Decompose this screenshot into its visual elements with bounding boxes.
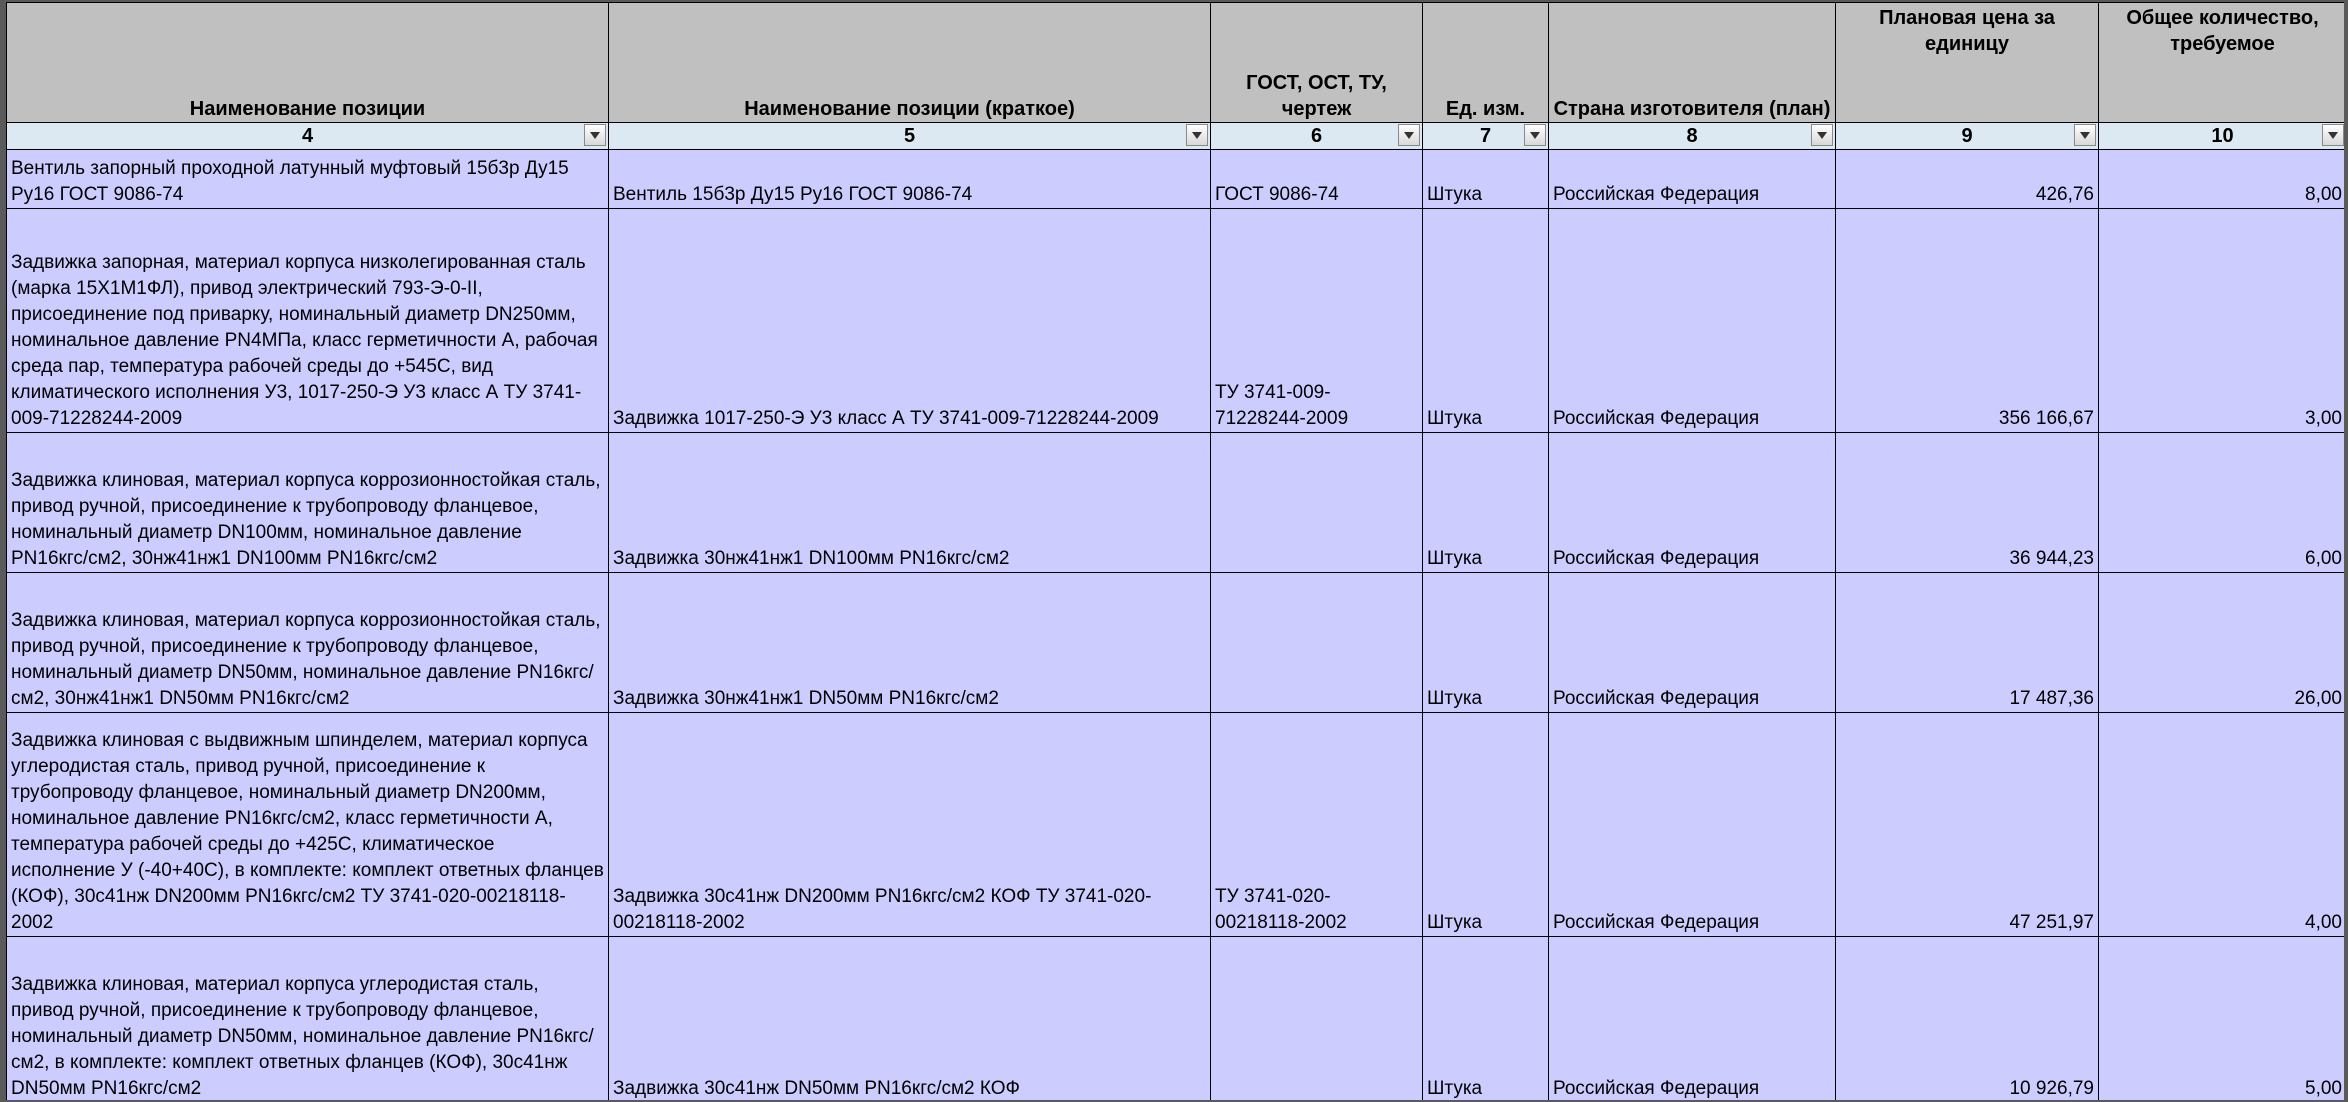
column-number-6 xyxy=(1211,123,1423,150)
column-number-4 xyxy=(7,123,609,150)
cell-name[interactable]: Задвижка клиновая, материал корпуса коррозионностойкая сталь, привод ручной, присоединение к трубопроводу фланцевое, номинальный диаметр DN50мм, номинальное давление PN16кгс/см2, 30нж41нж1 DN50мм PN16кгс/см2 xyxy=(7,573,609,713)
cell-short-name[interactable]: Вентиль 15б3р Ду15 Ру16 ГОСТ 9086-74 xyxy=(609,150,1211,209)
column-number-label: 4 xyxy=(301,125,314,147)
cell-short-name[interactable]: Задвижка 30нж41нж1 DN50мм PN16кгс/см2 xyxy=(609,573,1211,713)
header-quantity: Общее количество, требуемое xyxy=(2099,3,2347,123)
column-number-7 xyxy=(1423,123,1549,150)
cell-gost[interactable] xyxy=(1211,937,1423,1102)
column-number-9 xyxy=(1836,123,2099,150)
header-price: Плановая цена за единицу xyxy=(1836,3,2099,123)
cell-name[interactable]: Задвижка клиновая с выдвижным шпинделем, материал корпуса углеродистая сталь, привод ручной, присоединение к трубопроводу фланцевое, номинальный диаметр DN200мм, номинальное давление PN16кгс/см2, класс герметичности А, температура рабочей среды до +425С, климатическое исполнение У (-40+40С), в комплекте: комплект ответных фланцев (КОФ), 30с41нж DN200мм PN16кгс/см2 ТУ 3741-020-00218118-2002 xyxy=(7,713,609,937)
column-number-label: 9 xyxy=(1961,125,1973,147)
cell-name[interactable]: Задвижка запорная, материал корпуса низколегированная сталь (марка 15Х1М1ФЛ), привод электрический 793-Э-0-II, присоединение под приварку, номинальный диаметр DN250мм, номинальное давление PN4МПа, класс герметичности А, рабочая среда пар, температура рабочей среды до +545С, вид климатического исполнения У3, 1017-250-Э У3 класс А ТУ 3741-009-71228244-2009 xyxy=(7,209,609,433)
table-row xyxy=(7,433,2347,573)
cell-name[interactable]: Вентиль запорный проходной латунный муфтовый 15б3р Ду15 Ру16 ГОСТ 9086-74 xyxy=(7,150,609,209)
cell-short-name[interactable]: Задвижка 30с41нж DN200мм PN16кгс/см2 КОФ ТУ 3741-020-00218118-2002 xyxy=(609,713,1211,937)
column-number-8 xyxy=(1549,123,1836,150)
column-number-5 xyxy=(609,123,1211,150)
filter-dropdown-icon[interactable] xyxy=(2322,124,2344,146)
cell-price[interactable]: 10 926,79 xyxy=(1836,937,2099,1102)
cell-unit[interactable]: Штука xyxy=(1423,433,1549,573)
cell-short-name[interactable]: Задвижка 1017-250-Э У3 класс А ТУ 3741-009-71228244-2009 xyxy=(609,209,1211,433)
filter-dropdown-icon[interactable] xyxy=(2074,124,2096,146)
cell-country[interactable]: Российская Федерация xyxy=(1549,433,1836,573)
filter-row xyxy=(7,123,2347,150)
cell-price[interactable]: 356 166,67 xyxy=(1836,209,2099,433)
cell-unit[interactable]: Штука xyxy=(1423,937,1549,1102)
filter-dropdown-icon[interactable] xyxy=(584,124,606,146)
cell-short-name[interactable]: Задвижка 30нж41нж1 DN100мм PN16кгс/см2 xyxy=(609,433,1211,573)
header-name: Наименование позиции xyxy=(7,3,609,123)
filter-dropdown-icon[interactable] xyxy=(1186,124,1208,146)
filter-dropdown-icon[interactable] xyxy=(1524,124,1546,146)
header-unit: Ед. изм. xyxy=(1423,3,1549,123)
column-number-label: 10 xyxy=(2211,125,2234,147)
cell-price[interactable]: 426,76 xyxy=(1836,150,2099,209)
cell-quantity[interactable]: 4,00 xyxy=(2099,713,2347,937)
cell-quantity[interactable]: 8,00 xyxy=(2099,150,2347,209)
column-number-label: 6 xyxy=(1310,125,1323,147)
column-number-10 xyxy=(2099,123,2347,150)
cell-name[interactable]: Задвижка клиновая, материал корпуса углеродистая сталь, привод ручной, присоединение к трубопроводу фланцевое, номинальный диаметр DN50мм, номинальное давление PN16кгс/см2, в комплекте: комплект ответных фланцев (КОФ), 30с41нж DN50мм PN16кгс/см2 xyxy=(7,937,609,1102)
cell-country[interactable]: Российская Федерация xyxy=(1549,209,1836,433)
cell-quantity[interactable]: 6,00 xyxy=(2099,433,2347,573)
column-number-label: 5 xyxy=(903,125,916,147)
cell-unit[interactable]: Штука xyxy=(1423,713,1549,937)
cell-price[interactable]: 17 487,36 xyxy=(1836,573,2099,713)
cell-gost[interactable] xyxy=(1211,433,1423,573)
cell-price[interactable]: 47 251,97 xyxy=(1836,713,2099,937)
header-gost: ГОСТ, ОСТ, ТУ, чертеж xyxy=(1211,3,1423,123)
cell-gost[interactable]: ГОСТ 9086-74 xyxy=(1211,150,1423,209)
filter-dropdown-icon[interactable] xyxy=(1811,124,1833,146)
table-row xyxy=(7,713,2347,937)
table-row xyxy=(7,209,2347,433)
column-number-label: 8 xyxy=(1686,125,1698,147)
table-row xyxy=(7,573,2347,713)
header-short-name: Наименование позиции (краткое) xyxy=(609,3,1211,123)
table-row xyxy=(7,937,2347,1102)
cell-gost[interactable] xyxy=(1211,573,1423,713)
cell-name[interactable]: Задвижка клиновая, материал корпуса коррозионностойкая сталь, привод ручной, присоединение к трубопроводу фланцевое, номинальный диаметр DN100мм, номинальное давление PN16кгс/см2, 30нж41нж1 DN100мм PN16кгс/см2 xyxy=(7,433,609,573)
cell-quantity[interactable]: 3,00 xyxy=(2099,209,2347,433)
cell-country[interactable]: Российская Федерация xyxy=(1549,713,1836,937)
cell-price[interactable]: 36 944,23 xyxy=(1836,433,2099,573)
cell-quantity[interactable]: 5,00 xyxy=(2099,937,2347,1102)
cell-country[interactable]: Российская Федерация xyxy=(1549,150,1836,209)
cell-unit[interactable]: Штука xyxy=(1423,573,1549,713)
procurement-table xyxy=(6,2,2347,1102)
header-row xyxy=(7,3,2347,123)
cell-short-name[interactable]: Задвижка 30с41нж DN50мм PN16кгс/см2 КОФ xyxy=(609,937,1211,1102)
cell-gost[interactable]: ТУ 3741-009-71228244-2009 xyxy=(1211,209,1423,433)
cell-unit[interactable]: Штука xyxy=(1423,209,1549,433)
cell-country[interactable]: Российская Федерация xyxy=(1549,573,1836,713)
table-row xyxy=(7,150,2347,209)
header-country: Страна изготовителя (план) xyxy=(1549,3,1836,123)
column-number-label: 7 xyxy=(1479,125,1492,147)
cell-unit[interactable]: Штука xyxy=(1423,150,1549,209)
cell-gost[interactable]: ТУ 3741-020-00218118-2002 xyxy=(1211,713,1423,937)
cell-country[interactable]: Российская Федерация xyxy=(1549,937,1836,1102)
filter-dropdown-icon[interactable] xyxy=(1398,124,1420,146)
cell-quantity[interactable]: 26,00 xyxy=(2099,573,2347,713)
